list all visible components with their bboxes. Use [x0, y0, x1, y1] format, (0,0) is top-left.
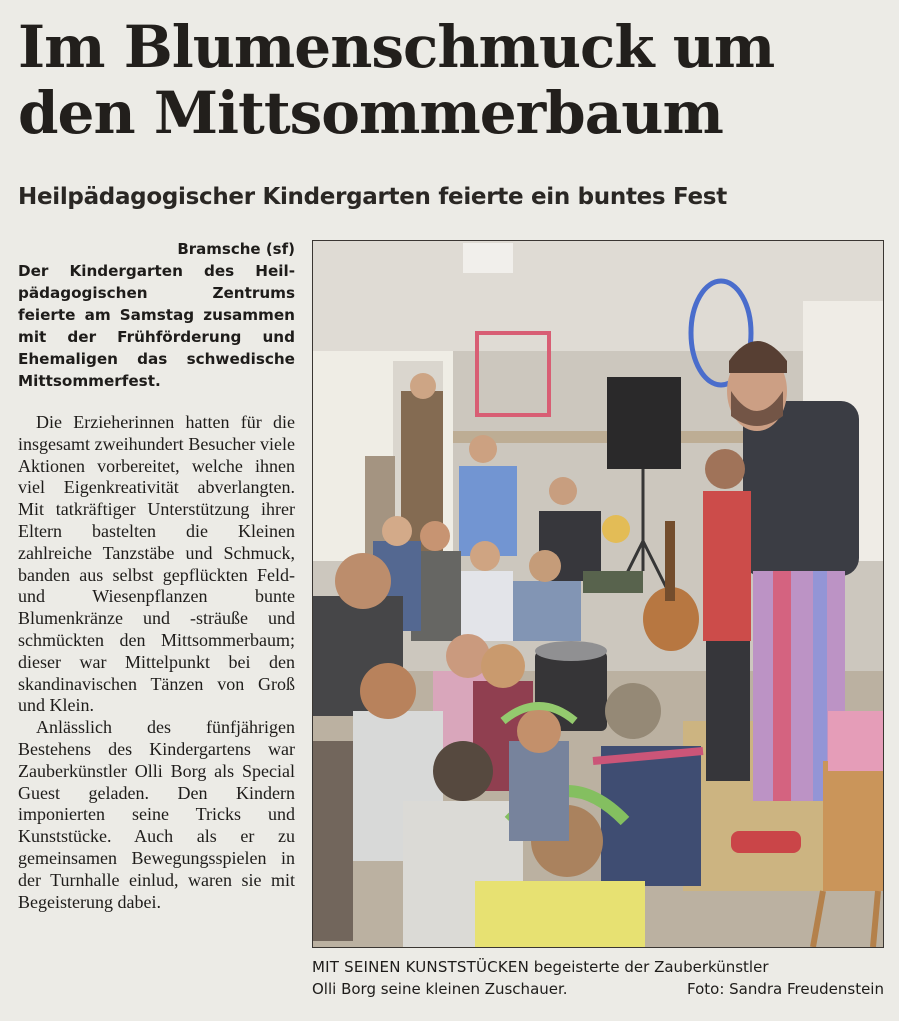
caption-line-2: [312, 978, 884, 1000]
headline-line-2: den Mittsommerbaum: [18, 79, 723, 147]
dateline: Bramsche (sf): [177, 240, 295, 258]
subheadline: Heilpädagogischer Kindergarten feierte ein buntes Fest: [18, 184, 727, 210]
article-column: [18, 238, 295, 913]
photo-credit: Foto: Sandra Freudenstein: [687, 980, 884, 998]
photo-caption: [312, 956, 884, 1000]
caption-text-2: Olli Borg seine kleinen Zuschauer.: [312, 980, 568, 998]
article-photo: [312, 240, 884, 948]
body-paragraph-2: Anlässlich des fünfjährigen Bestehens des Kindergartens war Zauberkünstler Olli Borg als Special Guest geladen. Den Kindern imponierten seine Tricks und Kunststücke. Auch als er zu gemeinsamen Bewegungsspielen in der Turnhalle einlud, waren sie mit Begeisterung dabei.: [18, 717, 295, 912]
headline: [18, 14, 878, 146]
lead-paragraph: Der Kindergarten des Heilpädagogischen Zentrums feierte am Samstag zusammen mit der Frühförderung und Ehemaligen das schwedische Mittsommerfest.: [18, 262, 295, 390]
caption-line-1: [312, 956, 884, 978]
headline-line-1: Im Blumenschmuck um: [18, 13, 775, 81]
caption-text-1: begeisterte der Zauberkünstler: [529, 958, 769, 976]
body-paragraph-1: Die Erzieherinnen hatten für die insgesamt zweihundert Besucher viele Aktionen vorbereitet, welche ihnen viel Eigenkreativität abverlangten. Mit tatkräftiger Unterstützung ihrer Eltern bastelten die Kleinen zahlreiche Tanzstäbe und Schmuck, banden aus selbst gepflückten Feld- und Wiesenpflanzen bunte Blumenkränze und -sträuße und schmückten den Mittsommerbaum; dieser war Mittelpunkt bei den skandinavischen Tänzen von Groß und Klein.: [18, 412, 295, 716]
caption-caps: MIT SEINEN KUNSTSTÜCKEN: [312, 958, 529, 976]
photo-illustration: [313, 241, 883, 947]
